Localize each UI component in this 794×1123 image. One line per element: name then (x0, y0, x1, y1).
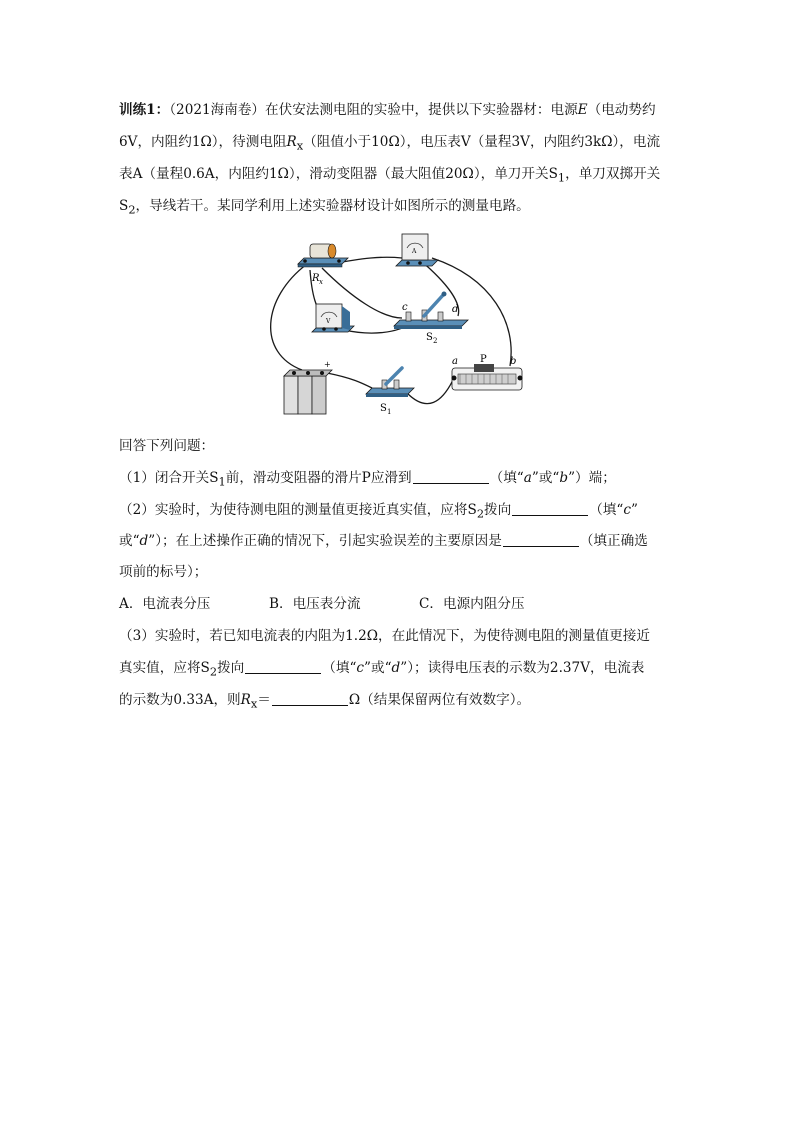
rx-resistor (298, 244, 348, 286)
problem-intro-1a: （2021海南卷）在伏安法测电阻的实验中，提供以下实验器材：电源 (169, 102, 578, 118)
wire-s1-rheostat (407, 378, 454, 404)
q1-text-e: ”）端； (568, 470, 616, 486)
circuit-figure (262, 228, 538, 424)
question-2-line-2 (119, 531, 648, 551)
s1-sub: 1 (557, 170, 566, 185)
q3-option-c: c (356, 660, 365, 676)
s1-label: S (380, 403, 387, 414)
terminal-c-label: c (402, 302, 408, 313)
problem-line-3 (119, 164, 660, 188)
q1-option-b: b (559, 470, 569, 486)
q3-l2-text-b: 拨向 (217, 660, 245, 676)
question-3-line-1: （3）实验时，若已知电流表的内阻为1.2Ω，在此情况下，为使待测电阻的测量值更接近 (119, 628, 650, 644)
q3-answer-blank-2[interactable] (272, 691, 348, 706)
q3-l2-text-e: ”）；读得电压表的示数为2.37V，电流表 (400, 660, 645, 676)
q3-answer-blank-1[interactable] (245, 659, 321, 674)
question-3-line-3 (119, 690, 530, 714)
q1-text-c: （填“ (489, 470, 524, 486)
switch-s1 (366, 368, 414, 416)
problem-intro-1b: （电动势约 (587, 102, 656, 118)
symbol-r: R (286, 134, 297, 150)
voltmeter (312, 304, 354, 332)
battery (284, 360, 332, 414)
ammeter (396, 234, 438, 266)
s2-sub: 2 (128, 202, 136, 217)
q3-l3-text-c: Ω（结果保留两位有效数字）。 (348, 692, 531, 708)
q2-l2-text-c: （填正确选 (579, 533, 648, 549)
q1-sub: 1 (218, 474, 226, 489)
q2-answer-blank-2[interactable] (503, 532, 579, 547)
problem-line-1 (119, 100, 656, 120)
q2-answer-blank-1[interactable] (512, 501, 588, 516)
wire-ammeter-rheostat (432, 258, 511, 366)
q2-l2-text-b: ”）；在上述操作正确的情况下，引起实验误差的主要原因是 (148, 533, 502, 549)
terminal-d-label: d (452, 304, 459, 315)
q2-l2-text-a: 或“ (119, 533, 140, 549)
problem-intro-3a: 表A（量程0.6A，内阻约1Ω），滑动变阻器（最大阻值20Ω），单刀开关S (119, 166, 558, 182)
wire-rx-battery (271, 264, 307, 370)
terminal-b-label: b (510, 356, 517, 367)
q3-option-d: d (391, 660, 401, 676)
slider-p-label: P (480, 354, 487, 365)
problem-line-2 (119, 132, 660, 156)
switch-s2 (394, 292, 468, 346)
q3-l3-equals: ＝ (257, 692, 271, 708)
problem-intro-2b: （阻值小于10Ω），电压表V（量程3V，内阻约3kΩ），电流 (303, 134, 661, 150)
rheostat (452, 354, 523, 390)
symbol-r-sub: x (296, 138, 304, 153)
ammeter-letter: A (412, 248, 417, 255)
problem-intro-4a: S (119, 198, 129, 214)
q2-sub: 2 (476, 506, 485, 521)
answer-heading: 回答下列问题： (119, 438, 215, 454)
rx-label: R (312, 273, 320, 284)
q2-text-d: ” (630, 502, 638, 518)
problem-intro-4b: ，导线若干。某同学利用上述实验器材设计如图所示的测量电路。 (135, 198, 530, 214)
q1-text-a: （1）闭合开关S (119, 470, 219, 486)
q3-l2-text-d: ”或“ (364, 660, 392, 676)
q1-text-b: 前，滑动变阻器的滑片P应滑到 (225, 470, 412, 486)
rx-sub: x (319, 278, 323, 286)
wire-battery-s1 (327, 373, 372, 388)
question-3-line-2 (119, 658, 644, 682)
q2-text-b: 拨向 (484, 502, 512, 518)
problem-intro-3b: ，单刀双掷开关 (565, 166, 661, 182)
terminal-a-label: a (452, 356, 458, 367)
q2-option-c: c (623, 502, 631, 518)
q3-l3-text-a: 的示数为0.33A，则 (119, 692, 241, 708)
q1-option-a: a (523, 470, 532, 486)
q2-option-d: d (139, 533, 149, 549)
q3-l2-text-a: 真实值，应将S (119, 660, 210, 676)
option-a: A．电流表分压 (119, 596, 211, 612)
q3-symbol-r-sub: x (250, 696, 258, 711)
question-1 (119, 468, 616, 492)
q2-text-a: （2）实验时，为使待测电阻的测量值更接近真实值，应将S (119, 502, 477, 518)
battery-plus: + (324, 360, 331, 369)
problem-label: 训练1： (119, 102, 170, 118)
question-2-line-1 (119, 500, 638, 524)
q3-l2-text-c: （填“ (322, 660, 357, 676)
q2-text-c: （填“ (589, 502, 624, 518)
q1-text-d: ”或“ (531, 470, 560, 486)
s1-label-sub: 1 (387, 408, 392, 416)
question-2-line-3: 项前的标号）； (119, 564, 208, 580)
options-row (119, 594, 525, 614)
option-b: B．电压表分流 (269, 596, 361, 612)
problem-intro-2a: 6V，内阻约1Ω），待测电阻 (119, 134, 287, 150)
option-c: C．电源内阻分压 (419, 596, 525, 612)
symbol-e: E (577, 102, 588, 118)
voltmeter-letter: V (326, 318, 331, 325)
s2-label: S (426, 332, 433, 343)
q3-symbol-r: R (240, 692, 251, 708)
s2-label-sub: 2 (433, 337, 438, 345)
q3-l2-sub: 2 (209, 664, 218, 679)
problem-line-4 (119, 196, 530, 220)
q1-answer-blank[interactable] (413, 469, 489, 484)
